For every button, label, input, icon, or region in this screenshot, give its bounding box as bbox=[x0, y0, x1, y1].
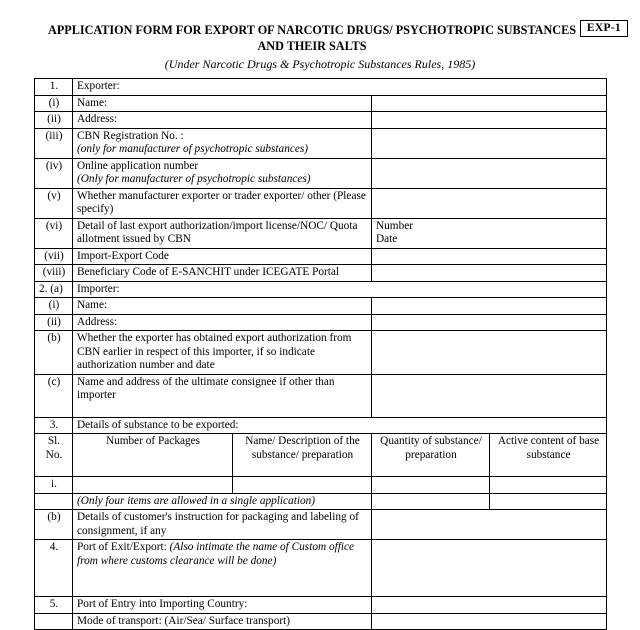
last-authorization-number-label: Number bbox=[376, 219, 414, 232]
row-number-1: 1. bbox=[35, 79, 73, 96]
row-label-beneficiary-code: Beneficiary Code of E-SANCHIT under ICEGATE Portal bbox=[73, 265, 372, 282]
row-number-1vi: (vi) bbox=[35, 218, 73, 248]
row-label-cbn-registration bbox=[73, 128, 372, 158]
table-row bbox=[35, 248, 607, 265]
field-quantity-1[interactable] bbox=[372, 477, 490, 494]
row-number-1viii: (viii) bbox=[35, 265, 73, 282]
field-import-export-code[interactable] bbox=[372, 248, 607, 265]
field-previous-authorization[interactable] bbox=[372, 331, 607, 375]
table-row bbox=[35, 477, 607, 494]
table-row bbox=[35, 298, 607, 315]
field-exporter-name[interactable] bbox=[372, 95, 607, 112]
page-title bbox=[44, 22, 580, 54]
row-number-2ii: (ii) bbox=[35, 314, 73, 331]
table-row bbox=[35, 331, 607, 375]
field-mode-of-transport[interactable] bbox=[372, 613, 607, 630]
column-header-packages: Number of Packages bbox=[73, 434, 233, 477]
row-label-ultimate-consignee: Name and address of the ultimate consignee if other than importer bbox=[73, 374, 372, 417]
table-row bbox=[35, 597, 607, 614]
field-ultimate-consignee[interactable] bbox=[372, 374, 607, 417]
row-number-2b: (b) bbox=[35, 331, 73, 375]
last-authorization-date-label: Date bbox=[376, 233, 398, 245]
table-row bbox=[35, 128, 607, 158]
row-label-exporter-name: Name: bbox=[73, 95, 372, 112]
table-row bbox=[35, 540, 607, 597]
row-label-exporter-address: Address: bbox=[73, 112, 372, 129]
application-form-table bbox=[34, 78, 607, 630]
row-number-5: 5. bbox=[35, 597, 73, 614]
field-packages-1[interactable] bbox=[73, 477, 233, 494]
field-active-content-note[interactable] bbox=[490, 493, 607, 510]
row-number-3: 3. bbox=[35, 417, 73, 434]
column-header-description: Name/ Description of the substance/ preparation bbox=[233, 434, 372, 477]
table-row bbox=[35, 112, 607, 129]
field-quantity-note[interactable] bbox=[372, 493, 490, 510]
row-number-1vii: (vii) bbox=[35, 248, 73, 265]
row-number-blank-2 bbox=[35, 613, 73, 630]
field-beneficiary-code[interactable] bbox=[372, 265, 607, 282]
column-header-sl-no bbox=[35, 434, 73, 477]
field-active-content-1[interactable] bbox=[490, 477, 607, 494]
table-row bbox=[35, 265, 607, 282]
field-description-1[interactable] bbox=[233, 477, 372, 494]
table-row bbox=[35, 493, 607, 510]
table-row bbox=[35, 188, 607, 218]
table-row bbox=[35, 510, 607, 540]
row-label-exporter: Exporter: bbox=[73, 79, 607, 96]
row-label-importer-name: Name: bbox=[73, 298, 372, 315]
row-number-1ii: (ii) bbox=[35, 112, 73, 129]
field-exporter-type[interactable] bbox=[372, 188, 607, 218]
row-label-mode-of-transport: Mode of transport: (Air/Sea/ Surface transport) bbox=[73, 613, 372, 630]
table-row bbox=[35, 218, 607, 248]
field-importer-name[interactable] bbox=[372, 298, 607, 315]
row-number-4: 4. bbox=[35, 540, 73, 597]
row-number-2i: (i) bbox=[35, 298, 73, 315]
form-code-stamp: EXP-1 bbox=[580, 20, 628, 37]
online-application-note: (Only for manufacturer of psychotropic substances) bbox=[77, 173, 311, 185]
row-label-exporter-type: Whether manufacturer exporter or trader exporter/ other (Please specify) bbox=[73, 188, 372, 218]
row-label-substance-details: Details of substance to be exported: bbox=[73, 417, 607, 434]
field-port-of-exit[interactable] bbox=[372, 540, 607, 597]
row-label-packaging-instruction: Details of customer's instruction for packaging and labeling of consignment, if any bbox=[73, 510, 372, 540]
row-label-import-export-code: Import-Export Code bbox=[73, 248, 372, 265]
row-number-blank bbox=[35, 493, 73, 510]
substance-limit-note: (Only four items are allowed in a single application) bbox=[73, 493, 372, 510]
table-row bbox=[35, 613, 607, 630]
row-label-port-of-entry: Port of Entry into Importing Country: bbox=[73, 597, 372, 614]
row-label-port-of-exit bbox=[73, 540, 372, 597]
page-subtitle: (Under Narcotic Drugs & Psychotropic Substances Rules, 1985) bbox=[164, 57, 476, 71]
table-header-row bbox=[35, 434, 607, 477]
row-number-3b: (b) bbox=[35, 510, 73, 540]
table-row bbox=[35, 374, 607, 417]
column-header-active-content: Active content of base substance bbox=[490, 434, 607, 477]
online-application-text: Online application number bbox=[77, 159, 199, 172]
table-row bbox=[35, 417, 607, 434]
field-port-of-entry[interactable] bbox=[372, 597, 607, 614]
field-packaging-instruction[interactable] bbox=[372, 510, 607, 540]
row-number-3-item-1: i. bbox=[35, 477, 73, 494]
column-header-quantity: Quantity of substance/ preparation bbox=[372, 434, 490, 477]
port-of-exit-note: (Also intimate the name of Custom office from where customs clearance will be done) bbox=[77, 541, 355, 567]
row-label-importer-address: Address: bbox=[73, 314, 372, 331]
field-online-application-number[interactable] bbox=[372, 158, 607, 188]
table-row bbox=[35, 158, 607, 188]
column-header-sl-no-text: Sl. No. bbox=[45, 435, 63, 461]
row-label-previous-authorization: Whether the exporter has obtained export authorization from CBN earlier in respect of this importer, if so indicate authorization number and date bbox=[73, 331, 372, 375]
table-row bbox=[35, 281, 607, 298]
row-number-1i: (i) bbox=[35, 95, 73, 112]
cbn-registration-note: (only for manufacturer of psychotropic substances) bbox=[77, 143, 309, 155]
table-row bbox=[35, 95, 607, 112]
port-of-exit-text: Port of Exit/Export: bbox=[77, 541, 170, 553]
row-number-1iv: (iv) bbox=[35, 158, 73, 188]
cbn-registration-text: CBN Registration No. : bbox=[77, 129, 184, 142]
field-last-export-authorization[interactable] bbox=[372, 218, 607, 248]
row-number-2c: (c) bbox=[35, 374, 73, 417]
table-row bbox=[35, 79, 607, 96]
row-label-importer: Importer: bbox=[73, 281, 607, 298]
page-title-line1: APPLICATION FORM FOR EXPORT OF NARCOTIC DRUGS/ PSYCHOTROPIC SUBSTANCES bbox=[48, 23, 576, 37]
row-label-last-export-authorization: Detail of last export authorization/import license/NOC/ Quota allotment issued by CBN bbox=[73, 218, 372, 248]
field-importer-address[interactable] bbox=[372, 314, 607, 331]
page-title-line2: AND THEIR SALTS bbox=[257, 39, 367, 53]
row-number-1v: (v) bbox=[35, 188, 73, 218]
table-row bbox=[35, 314, 607, 331]
document-title-block bbox=[0, 0, 640, 72]
row-number-2a: 2. (a) bbox=[35, 281, 73, 298]
field-exporter-address[interactable] bbox=[372, 112, 607, 129]
row-number-1iii: (iii) bbox=[35, 128, 73, 158]
field-cbn-registration[interactable] bbox=[372, 128, 607, 158]
row-label-online-application-number bbox=[73, 158, 372, 188]
